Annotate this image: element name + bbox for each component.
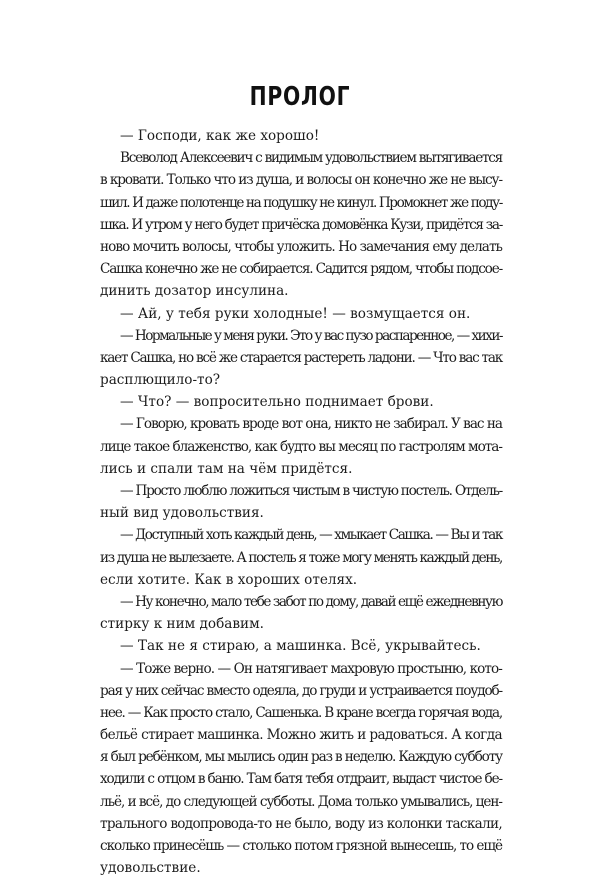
text-line: — Так не я стираю, а машинка. Всё, укрывайтесь.: [120, 638, 481, 655]
text-line: — Ай, у тебя руки холодные! — возмущается он.: [120, 305, 471, 322]
text-line: ный вид удовольствия.: [100, 505, 264, 522]
text-line: бельё стирает машинка. Можно жить и радоваться. А когда: [100, 727, 502, 744]
text-line: стирку к ним добавим.: [100, 616, 264, 633]
text-line: Сашка конечно же не собирается. Садится рядом, чтобы подсое-: [100, 261, 502, 278]
text-line: — Господи, как же хорошо!: [120, 128, 320, 144]
text-line: ново мочить волосы, чтобы уложить. Но замечания ему делать: [100, 238, 502, 255]
text-line: трального водопровода-то не было, воду из колонки таскали,: [100, 815, 502, 832]
text-line: — Говорю, кровать вроде вот она, никто не забирал. У вас на: [120, 416, 502, 433]
text-line: нее. — Как просто стало, Сашенька. В кране всегда горячая вода,: [100, 704, 502, 721]
text-line: — Ну конечно, мало тебе забот по дому, давай ещё ежедневную: [120, 593, 502, 610]
text-line: если хотите. Как в хороших отелях.: [100, 571, 358, 588]
text-line: шка. И утром у него будет причёска домовёнка Кузи, придётся за-: [100, 216, 502, 233]
text-line: — Доступный хоть каждый день, — хмыкает Сашка. — Вы и так: [120, 527, 502, 544]
text-line: — Нормальные у меня руки. Это у вас пузо распаренное, — хихи-: [120, 327, 502, 344]
text-line: лись и спали там на чём придётся.: [100, 460, 353, 477]
text-line: из душа не вылезаете. А постель я тоже могу менять каждый день,: [100, 549, 502, 566]
text-line: рая у них сейчас вместо одеяла, до груди и устраивается поудоб-: [100, 682, 502, 699]
text-line: сколько принесёшь — столько потом грязной вынесешь, то ещё: [100, 838, 503, 854]
text-line: удовольствие.: [100, 860, 201, 877]
text-line: динить дозатор инсулина.: [100, 283, 289, 300]
text-line: — Тоже верно. — Он натягивает махровую простыню, кото-: [120, 660, 502, 677]
text-line: шил. И даже полотенце на подушку не кинул. Промокнет же поду-: [100, 194, 502, 211]
text-line: ходили с отцом в баню. Там батя тебя отдраит, выдаст чистое бе-: [100, 771, 502, 788]
chapter-title: ПРОЛОГ: [249, 82, 351, 112]
text-line: кает Сашка, но всё же старается растереть ладони. — Что вас так: [100, 349, 502, 366]
text-line: Всеволод Алексеевич с видимым удовольствием вытягивается: [120, 150, 502, 167]
text-line: расплющило-то?: [100, 372, 221, 389]
text-line: — Что? — вопросительно поднимает брови.: [120, 394, 434, 411]
text-line: я был ребёнком, мы мылись один раз в неделю. Каждую субботу: [100, 749, 502, 766]
text-line: лице такое блаженство, как будто вы месяц по гастролям мота-: [100, 438, 502, 455]
text-line: — Просто люблю ложиться чистым в чистую постель. Отдель-: [120, 483, 502, 499]
text-line: льё, и всё, до следующей субботы. Дома только умывались, цен-: [100, 793, 502, 810]
body-text: [100, 125, 502, 879]
text-line: в кровати. Только что из душа, и волосы он конечно же не высу-: [100, 172, 502, 189]
